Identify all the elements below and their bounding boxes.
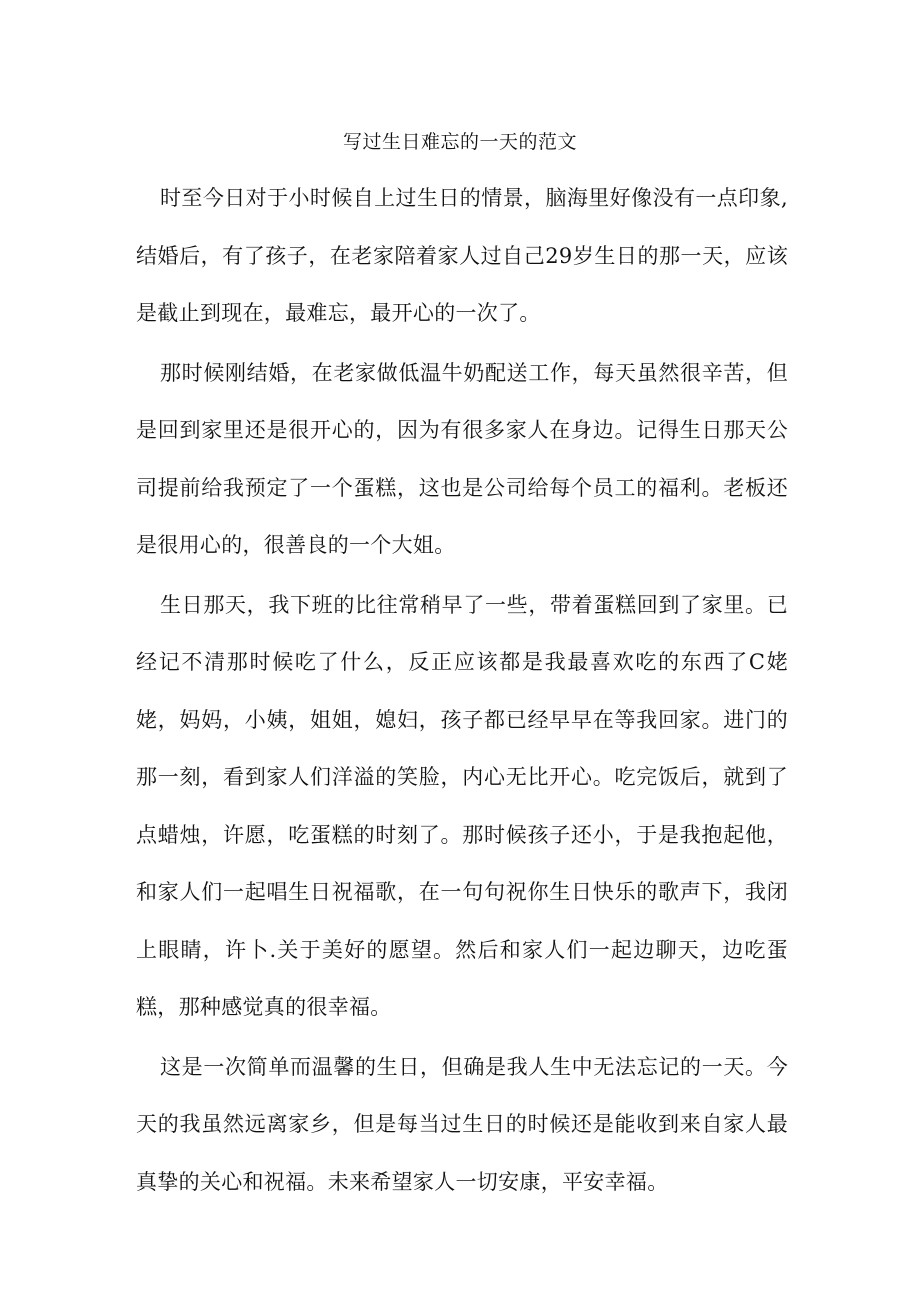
document-body xyxy=(136,170,788,1213)
document-title: 写过生日难忘的一天的范文 xyxy=(342,131,577,153)
paragraph-4: 这是一次简单而温馨的生日，但确是我人生中无法忘记的一天。今天的我虽然远离家乡，但是每当过生日的时候还是能收到来自家人最真挚的关心和祝福。未来希望家人一切安康，平安幸福。 xyxy=(136,1054,788,1194)
paragraph-1: 时至今日对于小时候自上过生日的情景，脑海里好像没有一点印象,结婚后，有了孩子，在老家陪着家人过自己29岁生日的那一天，应该是截止到现在，最难忘，最开心的一次了。 xyxy=(136,186,788,325)
paragraph-3: 生日那天，我下班的比往常稍早了一些，带着蛋糕回到了家里。已经记不清那时候吃了什么，反正应该都是我最喜欢吃的东西了C姥姥，妈妈，小姨，姐姐，媳妇，孩子都已经早早在等我回家。进门的那一刻，看到家人们洋溢的笑脸，内心无比开心。吃完饭后，就到了点蜡烛，许愿，吃蛋糕的时刻了。那时候孩子还小，于是我抱起他，和家人们一起唱生日祝福歌，在一句句祝你生日快乐的歌声下，我闭上眼睛，许卜.关于美好的愿望。然后和家人们一起边聊天，边吃蛋糕，那种感觉真的很幸福。 xyxy=(136,592,788,1019)
paragraph-2: 那时候刚结婚，在老家做低温牛奶配送工作，每天虽然很辛苦，但是回到家里还是很开心的，因为有很多家人在身边。记得生日那天公司提前给我预定了一个蛋糕，这也是公司给每个员工的福利。老板还是很用心的，很善良的一个大姐。 xyxy=(136,360,788,557)
